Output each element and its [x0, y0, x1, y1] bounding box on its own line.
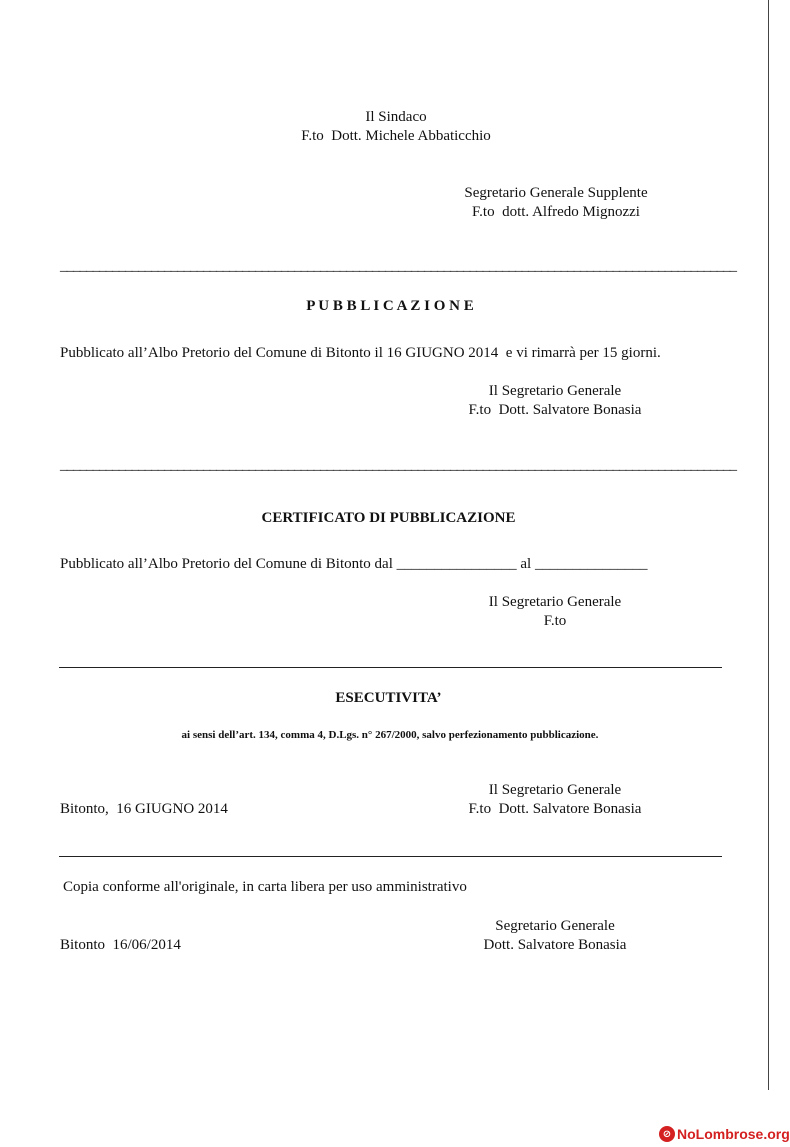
divider-1	[59, 667, 722, 668]
esecutivita-heading: ESECUTIVITA’	[335, 690, 442, 706]
certificato-signer-name: F.to	[543, 613, 567, 629]
divider-2	[59, 856, 722, 857]
pubblicazione-text: Pubblicato all’Albo Pretorio del Comune di Bitonto il 16 GIUGNO 2014 e vi rimarrà per 15 giorni.	[60, 345, 661, 361]
watermark-text: NoLombrose.org	[677, 1126, 790, 1142]
sindaco-name: F.to Dott. Michele Abbaticchio	[301, 128, 491, 144]
copia-signer-name: Dott. Salvatore Bonasia	[483, 937, 627, 953]
esecutivita-place-date: Bitonto, 16 GIUGNO 2014	[60, 801, 228, 817]
no-sign-icon: ⊘	[659, 1126, 675, 1142]
watermark	[659, 1125, 790, 1143]
separator-line-2: ________________________________________________________________________________________________________	[60, 457, 736, 473]
certificato-text: Pubblicato all’Albo Pretorio del Comune di Bitonto dal ________________ al _______________	[60, 556, 648, 572]
copia-signer-title: Segretario Generale	[495, 918, 615, 934]
page-edge-line	[768, 0, 769, 1090]
separator-line-1: ________________________________________________________________________________________________________	[60, 258, 736, 274]
certificato-heading: CERTIFICATO DI PUBBLICAZIONE	[261, 510, 516, 526]
segretario-supplente-name: F.to dott. Alfredo Mignozzi	[472, 204, 640, 220]
esecutivita-signer-title: Il Segretario Generale	[488, 782, 622, 798]
pubblicazione-heading: P U B B L I C A Z I O N E	[306, 298, 474, 314]
copia-text: Copia conforme all'originale, in carta libera per uso amministrativo	[63, 879, 467, 895]
esecutivita-subtext: ai sensi dell’art. 134, comma 4, D.Lgs. n° 267/2000, salvo perfezionamento pubblicazione.	[181, 729, 599, 741]
esecutivita-signer-name: F.to Dott. Salvatore Bonasia	[468, 801, 642, 817]
pubblicazione-signer-title: Il Segretario Generale	[488, 383, 622, 399]
sindaco-title: Il Sindaco	[365, 109, 427, 125]
segretario-supplente-title: Segretario Generale Supplente	[464, 185, 648, 201]
certificato-signer-title: Il Segretario Generale	[488, 594, 622, 610]
pubblicazione-signer-name: F.to Dott. Salvatore Bonasia	[468, 402, 642, 418]
copia-place-date: Bitonto 16/06/2014	[60, 937, 181, 953]
